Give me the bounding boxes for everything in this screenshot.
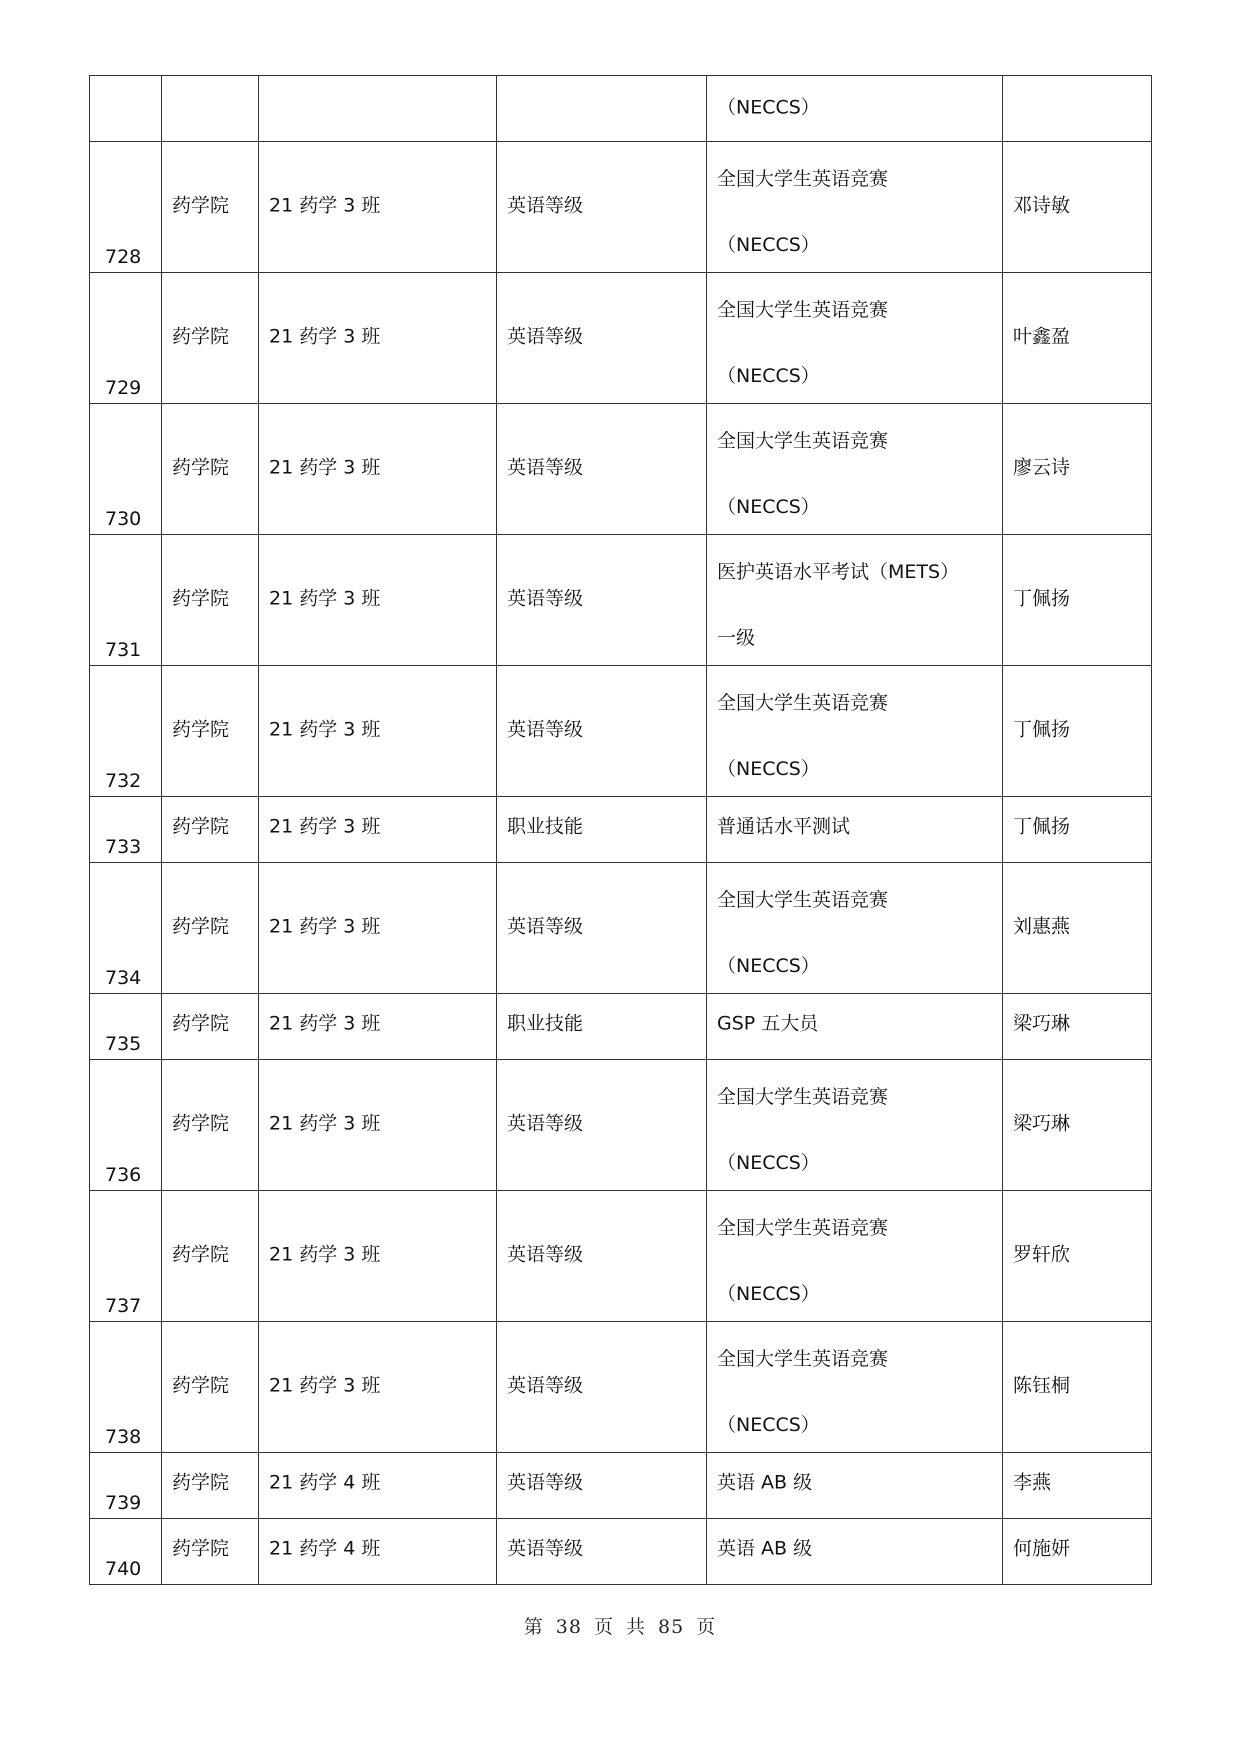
class-cell — [259, 1191, 497, 1322]
item-line2: （NECCS） — [717, 955, 820, 977]
class-cell — [259, 76, 497, 142]
category-cell — [497, 273, 707, 404]
student-name: 梁巧琳 — [1013, 1112, 1071, 1135]
item-cell — [707, 535, 1003, 666]
college-text: 药学院 — [172, 456, 230, 479]
index-cell — [90, 994, 162, 1060]
class-text: 21 药学 3 班 — [269, 815, 381, 838]
row-index: 738 — [105, 1426, 142, 1448]
student-name: 丁佩扬 — [1013, 815, 1071, 838]
name-cell — [1003, 797, 1152, 863]
footer-suffix: 页 — [696, 1616, 717, 1638]
student-name: 罗轩欣 — [1013, 1243, 1071, 1266]
category-cell — [497, 1453, 707, 1519]
table-row — [90, 1322, 1152, 1453]
index-cell — [90, 535, 162, 666]
class-cell — [259, 1060, 497, 1191]
college-cell — [162, 1191, 259, 1322]
category-text: 英语等级 — [507, 915, 584, 938]
name-cell — [1003, 535, 1152, 666]
category-cell — [497, 1519, 707, 1585]
footer-page-word: 页 — [593, 1616, 614, 1638]
item-line2: 一级 — [717, 627, 756, 649]
item-line2: （NECCS） — [717, 234, 820, 256]
class-text: 21 药学 3 班 — [269, 915, 381, 938]
table-row — [90, 1453, 1152, 1519]
college-cell — [162, 1519, 259, 1585]
table-row — [90, 1519, 1152, 1585]
table-row — [90, 666, 1152, 797]
category-cell — [497, 797, 707, 863]
index-cell — [90, 142, 162, 273]
category-text: 英语等级 — [507, 718, 584, 741]
row-index: 739 — [105, 1492, 142, 1514]
item-cell — [707, 1191, 1003, 1322]
item-line1: GSP 五大员 — [717, 1012, 819, 1035]
name-cell — [1003, 863, 1152, 994]
name-cell — [1003, 1191, 1152, 1322]
college-cell — [162, 535, 259, 666]
category-text: 英语等级 — [507, 1537, 584, 1560]
table-row — [90, 797, 1152, 863]
item-line1: 全国大学生英语竞赛 — [717, 692, 889, 714]
college-text: 药学院 — [172, 815, 230, 838]
index-cell — [90, 273, 162, 404]
table-row — [90, 994, 1152, 1060]
certificate-table — [89, 75, 1152, 1585]
item-line2: （NECCS） — [717, 758, 820, 780]
class-cell — [259, 535, 497, 666]
student-name: 陈钰桐 — [1013, 1374, 1071, 1397]
category-text: 英语等级 — [507, 1471, 584, 1494]
college-cell — [162, 1322, 259, 1453]
item-line2: （NECCS） — [717, 365, 820, 387]
college-text: 药学院 — [172, 718, 230, 741]
row-index: 732 — [105, 770, 142, 792]
class-text: 21 药学 3 班 — [269, 587, 381, 610]
item-cell — [707, 1322, 1003, 1453]
category-cell — [497, 994, 707, 1060]
item-line1: 英语 AB 级 — [717, 1471, 813, 1494]
index-cell — [90, 863, 162, 994]
college-text: 药学院 — [172, 325, 230, 348]
class-text: 21 药学 3 班 — [269, 1374, 381, 1397]
item-cell — [707, 1453, 1003, 1519]
category-text: 英语等级 — [507, 1243, 584, 1266]
table-row — [90, 1191, 1152, 1322]
table-row — [90, 863, 1152, 994]
index-cell — [90, 76, 162, 142]
item-line1: 医护英语水平考试（METS） — [717, 561, 960, 583]
class-text: 21 药学 3 班 — [269, 1112, 381, 1135]
class-cell — [259, 142, 497, 273]
college-cell — [162, 994, 259, 1060]
class-cell — [259, 273, 497, 404]
row-index: 734 — [105, 967, 142, 989]
index-cell — [90, 797, 162, 863]
student-name: 刘惠燕 — [1013, 915, 1071, 938]
name-cell — [1003, 76, 1152, 142]
class-cell — [259, 404, 497, 535]
class-cell — [259, 797, 497, 863]
category-cell — [497, 666, 707, 797]
college-text: 药学院 — [172, 587, 230, 610]
category-text: 英语等级 — [507, 325, 584, 348]
class-cell — [259, 666, 497, 797]
item-line1: 全国大学生英语竞赛 — [717, 1348, 889, 1370]
index-cell — [90, 1191, 162, 1322]
category-cell — [497, 1060, 707, 1191]
item-line1: 全国大学生英语竞赛 — [717, 168, 889, 190]
row-index: 736 — [105, 1164, 142, 1186]
index-cell — [90, 1060, 162, 1191]
college-text: 药学院 — [172, 194, 230, 217]
item-line1: 普通话水平测试 — [717, 815, 851, 838]
name-cell — [1003, 994, 1152, 1060]
name-cell — [1003, 404, 1152, 535]
item-cell — [707, 863, 1003, 994]
item-cell — [707, 142, 1003, 273]
table-row — [90, 273, 1152, 404]
name-cell — [1003, 1322, 1152, 1453]
footer-total-pages: 85 — [658, 1616, 685, 1638]
item-line1: （NECCS） — [717, 95, 820, 118]
index-cell — [90, 1322, 162, 1453]
table-row — [90, 142, 1152, 273]
student-name: 丁佩扬 — [1013, 718, 1071, 741]
table-row — [90, 404, 1152, 535]
college-cell — [162, 1060, 259, 1191]
item-line1: 全国大学生英语竞赛 — [717, 889, 889, 911]
college-text: 药学院 — [172, 915, 230, 938]
class-cell — [259, 994, 497, 1060]
college-text: 药学院 — [172, 1374, 230, 1397]
category-text: 英语等级 — [507, 1374, 584, 1397]
class-text: 21 药学 3 班 — [269, 1243, 381, 1266]
footer-page-number: 38 — [555, 1616, 582, 1638]
index-cell — [90, 404, 162, 535]
category-cell — [497, 1322, 707, 1453]
row-index: 730 — [105, 508, 142, 530]
student-name: 李燕 — [1013, 1471, 1052, 1494]
class-cell — [259, 863, 497, 994]
category-cell — [497, 1191, 707, 1322]
page-footer — [0, 1612, 1240, 1639]
category-cell — [497, 142, 707, 273]
item-cell — [707, 404, 1003, 535]
class-text: 21 药学 3 班 — [269, 718, 381, 741]
item-line2: （NECCS） — [717, 1283, 820, 1305]
class-text: 21 药学 4 班 — [269, 1471, 381, 1494]
class-text: 21 药学 3 班 — [269, 456, 381, 479]
item-line2: （NECCS） — [717, 496, 820, 518]
item-line2: （NECCS） — [717, 1152, 820, 1174]
student-name: 叶鑫盈 — [1013, 325, 1071, 348]
class-text: 21 药学 3 班 — [269, 325, 381, 348]
college-cell — [162, 404, 259, 535]
college-cell — [162, 666, 259, 797]
footer-prefix: 第 — [523, 1616, 544, 1638]
category-cell — [497, 863, 707, 994]
category-text: 职业技能 — [507, 815, 584, 838]
class-cell — [259, 1322, 497, 1453]
class-text: 21 药学 4 班 — [269, 1537, 381, 1560]
college-cell — [162, 273, 259, 404]
table-row — [90, 1060, 1152, 1191]
table-row — [90, 535, 1152, 666]
item-line1: 全国大学生英语竞赛 — [717, 1217, 889, 1239]
item-line1: 全国大学生英语竞赛 — [717, 430, 889, 452]
row-index: 740 — [105, 1558, 142, 1580]
college-cell — [162, 76, 259, 142]
row-index: 735 — [105, 1033, 142, 1055]
class-text: 21 药学 3 班 — [269, 1012, 381, 1035]
row-index: 728 — [105, 246, 142, 268]
name-cell — [1003, 142, 1152, 273]
college-cell — [162, 797, 259, 863]
name-cell — [1003, 273, 1152, 404]
name-cell — [1003, 666, 1152, 797]
category-cell — [497, 76, 707, 142]
item-line2: （NECCS） — [717, 1414, 820, 1436]
category-text: 职业技能 — [507, 1012, 584, 1035]
student-name: 丁佩扬 — [1013, 587, 1071, 610]
category-cell — [497, 404, 707, 535]
class-cell — [259, 1453, 497, 1519]
college-cell — [162, 142, 259, 273]
college-cell — [162, 1453, 259, 1519]
category-text: 英语等级 — [507, 587, 584, 610]
category-text: 英语等级 — [507, 194, 584, 217]
item-line1: 全国大学生英语竞赛 — [717, 1086, 889, 1108]
student-name: 何施妍 — [1013, 1537, 1071, 1560]
college-text: 药学院 — [172, 1112, 230, 1135]
category-text: 英语等级 — [507, 456, 584, 479]
name-cell — [1003, 1453, 1152, 1519]
category-cell — [497, 535, 707, 666]
row-index: 731 — [105, 639, 142, 661]
index-cell — [90, 1519, 162, 1585]
college-text: 药学院 — [172, 1537, 230, 1560]
college-text: 药学院 — [172, 1012, 230, 1035]
item-cell — [707, 1060, 1003, 1191]
row-index: 737 — [105, 1295, 142, 1317]
item-cell — [707, 797, 1003, 863]
row-index: 729 — [105, 377, 142, 399]
class-text: 21 药学 3 班 — [269, 194, 381, 217]
row-index: 733 — [105, 836, 142, 858]
item-cell — [707, 994, 1003, 1060]
name-cell — [1003, 1060, 1152, 1191]
item-cell — [707, 1519, 1003, 1585]
student-name: 邓诗敏 — [1013, 194, 1071, 217]
footer-total-word: 共 — [626, 1616, 647, 1638]
item-cell — [707, 666, 1003, 797]
student-name: 梁巧琳 — [1013, 1012, 1071, 1035]
continuation-row — [90, 76, 1152, 142]
college-cell — [162, 863, 259, 994]
item-line1: 全国大学生英语竞赛 — [717, 299, 889, 321]
college-text: 药学院 — [172, 1471, 230, 1494]
item-cell — [707, 273, 1003, 404]
index-cell — [90, 1453, 162, 1519]
college-text: 药学院 — [172, 1243, 230, 1266]
name-cell — [1003, 1519, 1152, 1585]
class-cell — [259, 1519, 497, 1585]
item-cell — [707, 76, 1003, 142]
item-line1: 英语 AB 级 — [717, 1537, 813, 1560]
category-text: 英语等级 — [507, 1112, 584, 1135]
student-name: 廖云诗 — [1013, 456, 1071, 479]
index-cell — [90, 666, 162, 797]
